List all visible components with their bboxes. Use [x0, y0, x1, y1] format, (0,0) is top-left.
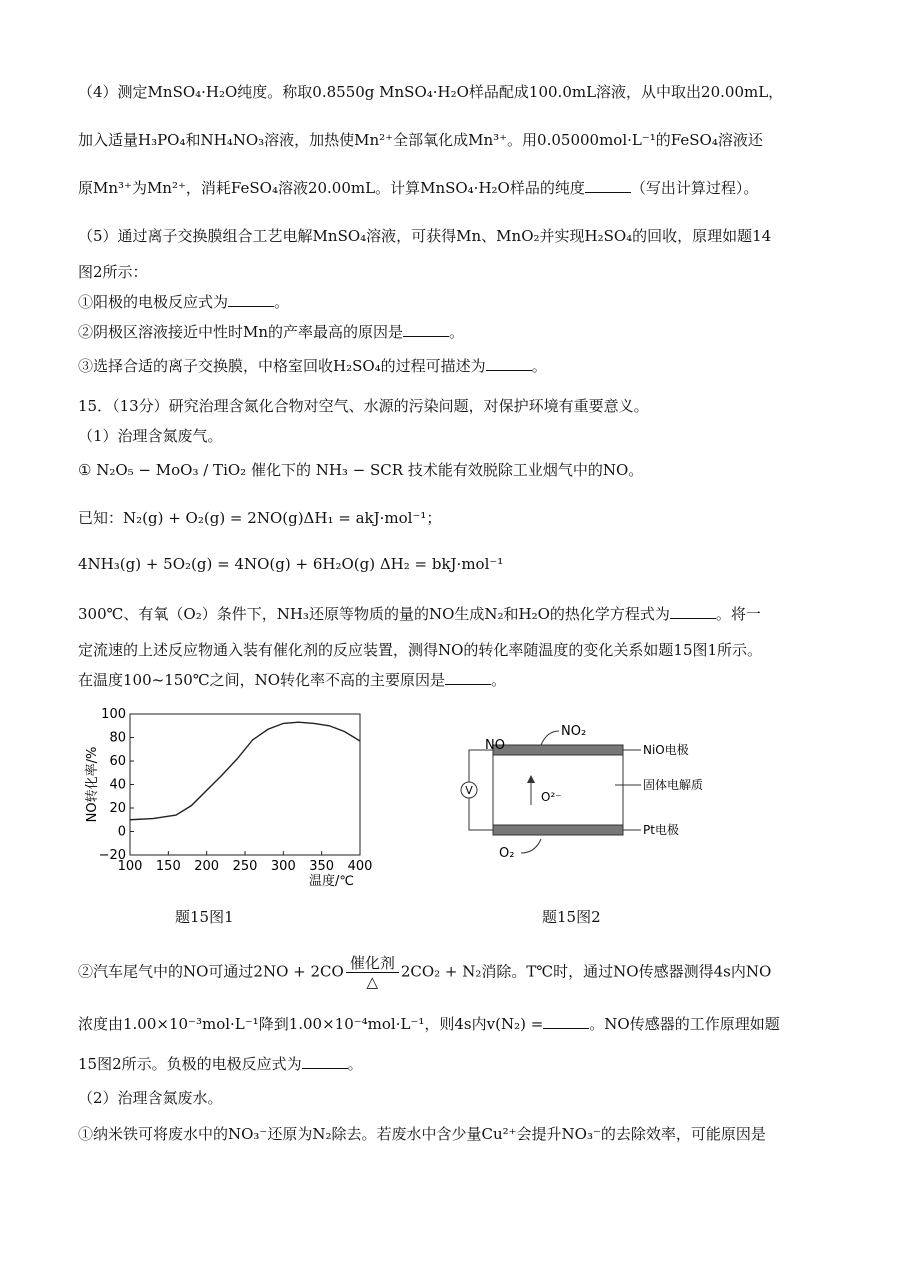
q15-p2-line1-tail: 2CO₂ + N₂消除。T℃时，通过NO传感器测得4s内NO: [400, 962, 772, 981]
q14-4-line3: [78, 178, 758, 198]
y-tick-label: 40: [109, 777, 126, 793]
q15-text3-body: 在温度100~150℃之间，NO转化率不高的主要原因是: [78, 671, 446, 689]
q14-4-line3-tail: （写出计算过程）。: [630, 179, 759, 197]
q15-p2-line2: [78, 1014, 780, 1034]
q15-p2-line1-head: ②汽车尾气中的NO可通过2NO + 2CO: [78, 962, 344, 981]
q15-text1-tail: 。将一: [715, 605, 761, 623]
bottom-gas-label: O₂: [499, 846, 515, 861]
q15-p2-line2-body: 浓度由1.00×10⁻³mol·L⁻¹降到1.00×10⁻⁴mol·L⁻¹，则4s内v(N₂) =: [78, 1015, 544, 1033]
x-tick-label: 150: [155, 859, 181, 874]
x-tick-label: 350: [309, 859, 335, 874]
bottom-electrode-label: Pt电极: [643, 823, 679, 837]
q15-p2-line3-body: 15图2所示。负极的电极反应式为: [78, 1055, 302, 1073]
answer-blank: [670, 604, 716, 619]
top-electrode-label: NiO电极: [643, 743, 689, 757]
catalyst-condition: [346, 954, 399, 991]
y-tick-label: −20: [98, 848, 126, 863]
x-tick-label: 400: [347, 859, 373, 874]
q14-4-line2: 加入适量H₃PO₄和NH₄NO₃溶液，加热使Mn²⁺全部氧化成Mn³⁺。用0.05000mol·L⁻¹的FeSO₄溶液还: [78, 131, 763, 149]
answer-blank: [445, 670, 491, 685]
q14-5-line1: （5）通过离子交换膜组合工艺电解MnSO₄溶液，可获得Mn、MnO₂并实现H₂SO₄的回收，原理如题14: [78, 227, 772, 245]
q14-5-sub1-tail: 。: [274, 293, 290, 311]
no-conversion-chart: [80, 700, 380, 900]
x-tick-label: 100: [117, 859, 143, 874]
fig2-caption: 题15图2: [542, 908, 601, 926]
q14-5-line2: 图2所示：: [78, 263, 148, 281]
q14-4-line3-text: 原Mn³⁺为Mn²⁺，消耗FeSO₄溶液20.00mL。计算MnSO₄·H₂O样品的纯度: [78, 179, 585, 197]
fig1-caption: 题15图1: [175, 908, 234, 926]
y-tick-label: 20: [109, 801, 126, 816]
q15-p2-line2-tail: 。NO传感器的工作原理如题: [589, 1015, 780, 1033]
q14-5-sub2-tail: 。: [449, 323, 465, 341]
q15-known2: 4NH₃(g) + 5O₂(g) = 4NO(g) + 6H₂O(g) ΔH₂ = bkJ·mol⁻¹: [78, 555, 504, 573]
x-tick-label: 200: [194, 859, 220, 874]
answer-blank: [486, 356, 532, 371]
in-gas-label: NO: [485, 738, 505, 753]
q14-5-sub2: [78, 322, 464, 342]
q14-5-sub1-text: ①阳极的电极反应式为: [78, 293, 229, 311]
answer-blank: [543, 1014, 589, 1029]
q15-text3-tail: 。: [491, 671, 507, 689]
answer-blank: [302, 1054, 348, 1069]
x-tick-label: 300: [270, 859, 296, 874]
y-tick-label: 0: [117, 824, 126, 840]
answer-blank: [403, 322, 449, 337]
q15-text2: 定流速的上述反应物通入装有催化剂的反应装置，测得NO的转化率随温度的变化关系如题15图1所示。: [78, 641, 763, 659]
q15-known1: 已知：N₂(g) + O₂(g) = 2NO(g)ΔH₁ = akJ·mol⁻¹；: [78, 509, 442, 527]
bottom-gas-arrow: [521, 839, 541, 853]
heat-symbol: △: [366, 973, 379, 991]
ion-label: O²⁻: [541, 790, 562, 804]
bottom-electrode: [493, 825, 623, 835]
q15-title: 15．（13分）研究治理含氮化合物对空气、水源的污染问题，对保护环境有重要意义。: [78, 397, 649, 415]
conversion-curve: [130, 722, 360, 820]
x-tick-label: 250: [232, 859, 258, 874]
q14-5-sub1: [78, 292, 289, 312]
q15-text1-body: 300℃、有氧（O₂）条件下，NH₃还原等物质的量的NO生成N₂和H₂O的热化学方程式为: [78, 605, 670, 623]
y-tick-label: 100: [101, 707, 126, 722]
x-axis-label: 温度/℃: [309, 874, 354, 889]
voltmeter-label: V: [465, 784, 473, 797]
plot-frame: [130, 714, 360, 855]
q15-p2-line1: [78, 954, 771, 991]
q15-text3: [78, 670, 506, 690]
no-sensor-diagram: [455, 725, 755, 900]
q14-5-sub3-tail: 。: [531, 357, 547, 375]
q14-5-sub3-text: ③选择合适的离子交换膜，中格室回收H₂SO₄的过程可描述为: [78, 357, 486, 375]
answer-blank: [228, 292, 274, 307]
q14-5-sub2-text: ②阴极区溶液接近中性时Mn的产率最高的原因是: [78, 323, 404, 341]
y-axis-label: NO转化率/%: [85, 746, 100, 823]
electrolyte-label: 固体电解质: [643, 778, 704, 792]
y-tick-label: 80: [109, 730, 126, 746]
y-tick-label: 60: [109, 754, 126, 769]
out-gas-arrow: [541, 731, 559, 745]
out-gas-label: NO₂: [561, 725, 587, 739]
q15-p1-1: ① N₂O₅ − MoO₃ / TiO₂ 催化下的 NH₃ − SCR 技术能有效脱除工业烟气中的NO。: [78, 461, 644, 479]
q15-p2-line3: [78, 1054, 363, 1074]
catalyst-label: 催化剂: [346, 954, 399, 973]
top-electrode: [493, 745, 623, 755]
q14-5-sub3: [78, 356, 547, 376]
q15-p2-line3-tail: 。: [347, 1055, 363, 1073]
q15-part1: （1）治理含氮废气。: [78, 427, 223, 445]
q15-text1: [78, 604, 761, 624]
q14-4-line1: （4）测定MnSO₄·H₂O纯度。称取0.8550g MnSO₄·H₂O样品配成100.0mL溶液，从中取出20.00mL，: [78, 83, 784, 101]
answer-blank: [585, 178, 631, 193]
q15-part2: （2）治理含氮废水。: [78, 1089, 223, 1107]
q15-p3: ①纳米铁可将废水中的NO₃⁻还原为N₂除去。若废水中含少量Cu²⁺会提升NO₃⁻的去除效率，可能原因是: [78, 1125, 766, 1143]
